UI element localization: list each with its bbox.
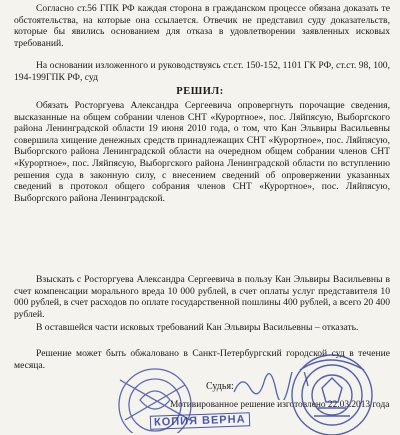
paragraph-obligation: Обязать Росторгуева Александра Сергеевича опровергнуть порочащие сведения, высказанные на общем собрании членов СНТ «Курортное», пос. Ляйпясую, Выборгского района Ленинградской области 19 июня 2010 года, о том, что Кан Эльвиры Васильевны совершила хищение денежных средств принадлежащих СНТ «Курортное», пос. Ляйпясую, Выборгского района Ленинградской области на очередном общем собрании членов СНТ «Курортное», пос. Ляйпясую, Выборгского района Ленинградской области по вступлению решения суда в законную силу, с внесением сведений об опровержении указанных сведений в протокол общего собрания членов СНТ «Курортное», пос. Ляйпясую, Выборгского района Ленинградской.	[14, 100, 390, 204]
paragraph-compensation: Взыскать с Росторгуева Александра Сергеевича в пользу Кан Эльвиры Васильевны в счет компенсации морального вреда 10 000 рублей, в счет оплаты услуг представителя 10 000 рублей, в счет расходов по оплате государственной пошлины 400 рублей, а всего 20 400 рублей.	[14, 274, 390, 320]
paragraph-evidence: Согласно ст.56 ГПК РФ каждая сторона в гражданском процессе обязана доказать те обстоятельства, на которые она ссылается. Отвечик не представил суду доказательств, которые бы явились основанием для отказа в удовлетворении заявленных исковых требований.	[14, 3, 390, 49]
decision-heading: РЕШИЛ:	[176, 86, 224, 97]
judge-label: Судья:	[206, 381, 234, 392]
paragraph-legal-basis: На основании изложенного и руководствуясь ст.ст. 150-152, 1101 ГК РФ, ст.ст. 98, 100, 194-199ГПК РФ, суд	[14, 60, 390, 83]
paragraph-refusal: В оставшейся части исковых требований Кан Эльвиры Васильевны – отказать.	[36, 322, 359, 333]
certified-copy-stamp: КОПИЯ ВЕРНА	[150, 412, 250, 429]
signature-icon	[232, 372, 312, 400]
paragraph-appeal: Решение может быть обжаловано в Санкт-Петербургский городской суд в течение месяца.	[14, 348, 390, 371]
motivated-decision-note: Мотивированное решение изготовлено 22.03.2013 года	[170, 400, 390, 410]
